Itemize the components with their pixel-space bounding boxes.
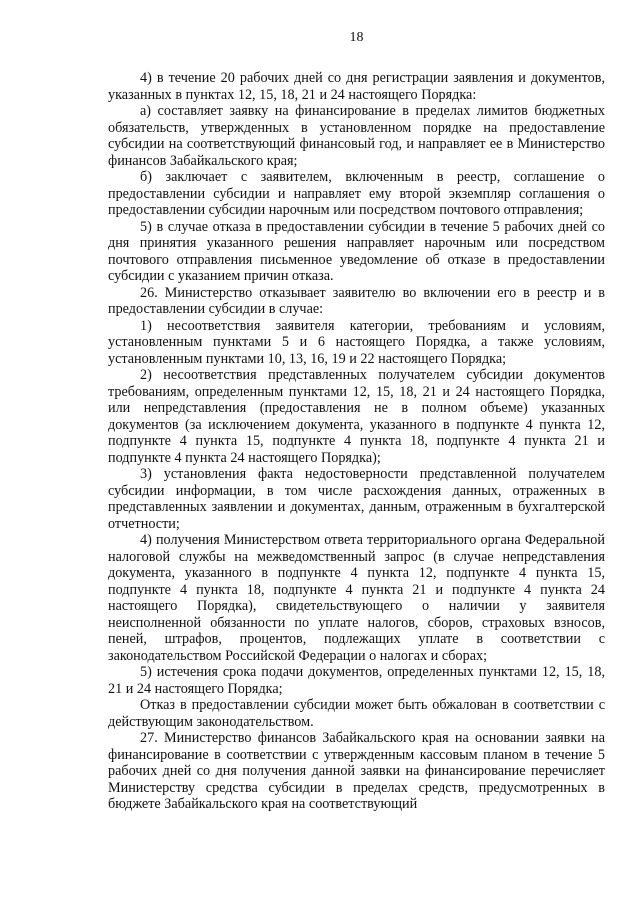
paragraph-item-5: 5) в случае отказа в предоставлении субсидии в течение 5 рабочих дней со дня принятия указанного решения направляет нарочным или посредством почтового отправления письменное уведомление об отказе в предоставлении субсидии с указанием причин отказа.: [108, 218, 605, 284]
paragraph-refusal-appeal: Отказ в предоставлении субсидии может быть обжалован в соответствии с действующим законодательством.: [108, 697, 605, 730]
document-body: [108, 70, 605, 813]
paragraph-subitem-a: а) составляет заявку на финансирование в пределах лимитов бюджетных обязательств, утвержденных в установленном порядке на предоставление субсидии на соответствующий финансовый год, и направляет ее в Министерство финансов Забайкальского края;: [108, 103, 605, 169]
paragraph-clause-26-4: 4) получения Министерством ответа территориального органа Федеральной налоговой службы на межведомственный запрос (в случае непредставления документа, указанного в подпункте 4 пункта 12, подпункте 4 пункта 15, подпункте 4 пункта 18, подпункте 4 пункта 21 и подпункте 4 пункта 24 настоящего Порядка), свидетельствующего о наличии у заявителя неисполненной обязанности по уплате налогов, сборов, страховых взносов, пеней, штрафов, процентов, подлежащих уплате в соответствии с законодательством Российской Федерации о налогах и сборах;: [108, 532, 605, 664]
paragraph-clause-27: 27. Министерство финансов Забайкальского края на основании заявки на финансирование в соответствии с утвержденным кассовым планом в течение 5 рабочих дней со дня получения данной заявки на финансирование перечисляет Министерству средства субсидии в пределах средств, предусмотренных в бюджете Забайкальского края на соответствующий: [108, 730, 605, 812]
page-number: 18: [349, 30, 364, 45]
paragraph-subitem-b: б) заключает с заявителем, включенным в реестр, соглашение о предоставлении субсидии и направляет ему второй экземпляр соглашения о предоставлении субсидии нарочным или посредством почтового отправления;: [108, 169, 605, 218]
paragraph-clause-26-2: 2) несоответствия представленных получателем субсидии документов требованиям, определенным пунктами 12, 15, 18, 21 и 24 настоящего Порядка, или непредставления (предоставления не в полном объеме) указанных документов (за исключением документа, указанного в подпункте 4 пункта 12, подпункте 4 пункта 15, подпункте 4 пункта 18, подпункте 4 пункта 21 и подпункте 4 пункта 24 настоящего Порядка);: [108, 367, 605, 466]
paragraph-clause-26-3: 3) установления факта недостоверности представленной получателем субсидии информации, в том числе расхождения данных, отраженных в представленных заявлении и документах, данным, отраженным в бухгалтерской отчетности;: [108, 466, 605, 532]
paragraph-clause-26: 26. Министерство отказывает заявителю во включении его в реестр и в предоставлении субсидии в случае:: [108, 284, 605, 317]
paragraph-clause-26-1: 1) несоответствия заявителя категории, требованиям и условиям, установленным пунктами 5 и 6 настоящего Порядка, а также условиям, установленным пунктами 10, 13, 16, 19 и 22 настоящего Порядка;: [108, 317, 605, 367]
paragraph-clause-26-5: 5) истечения срока подачи документов, определенных пунктами 12, 15, 18, 21 и 24 настоящего Порядка;: [108, 664, 605, 697]
paragraph-item-4: 4) в течение 20 рабочих дней со дня регистрации заявления и документов, указанных в пунктах 12, 15, 18, 21 и 24 настоящего Порядка:: [108, 70, 605, 103]
